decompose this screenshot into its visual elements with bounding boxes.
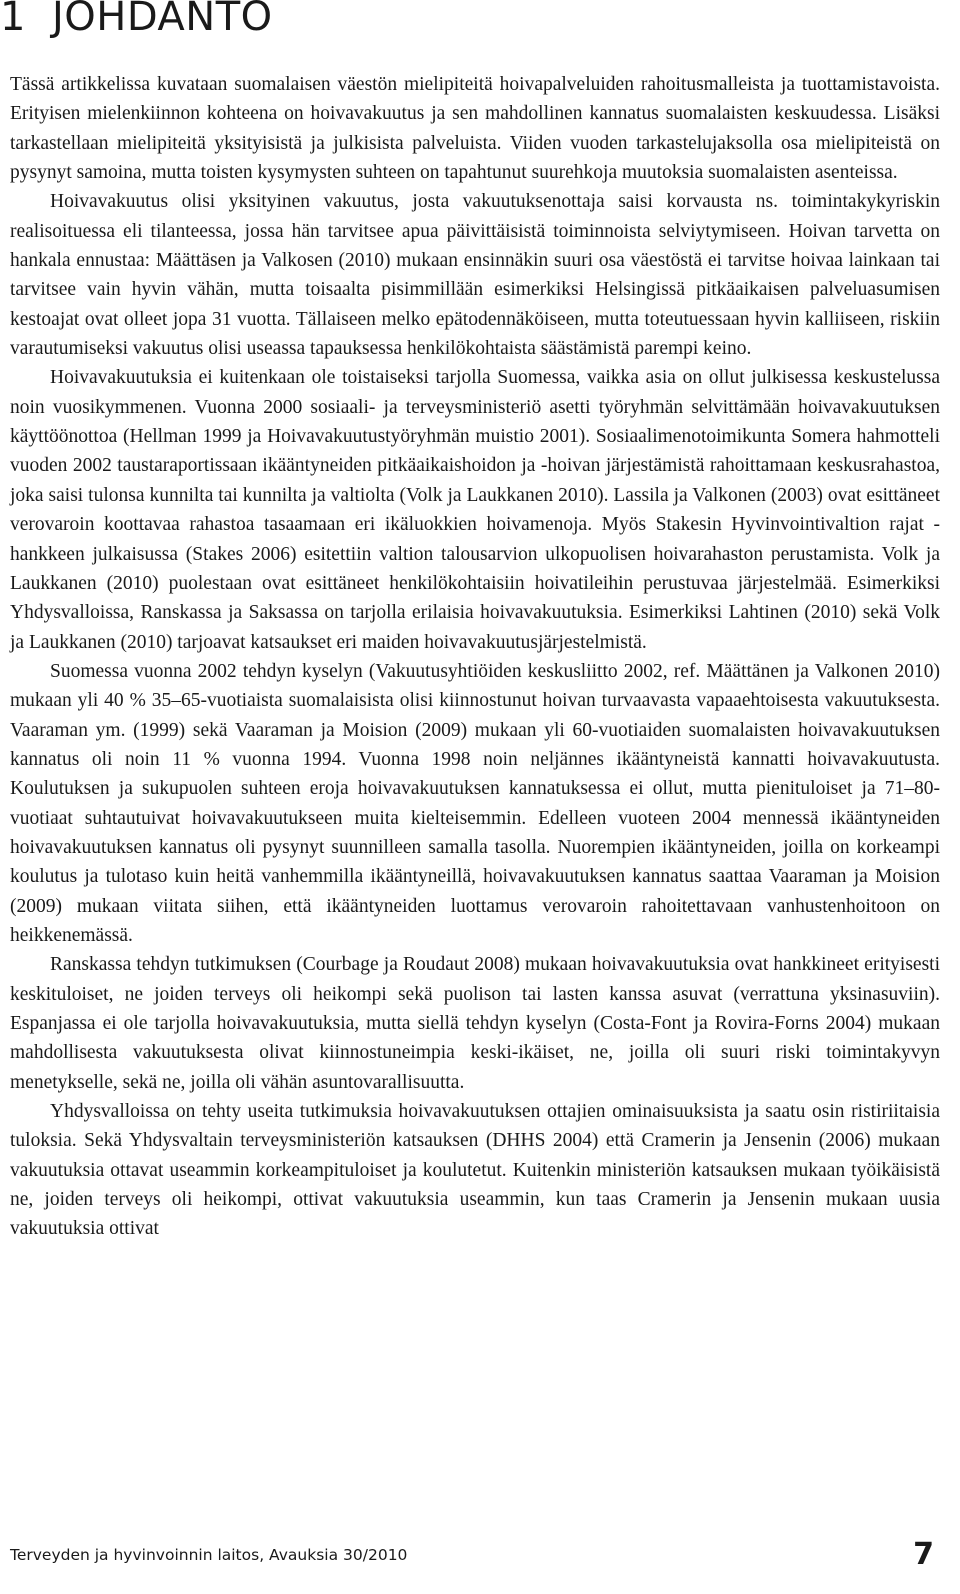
paragraph-suomi-tilanne: Hoivavakuutuksia ei kuitenkaan ole toistaiseksi tarjolla Suomessa, vaikka asia on ollut julkisessa keskustelussa noin vuosikymmenen. Vuonna 2000 sosiaali- ja terveysministeriö asetti työryhmän selvittämään hoivavakuutuksen käyttöönottoa (Hellman 1999 ja Hoivavakuutustyöryhmän muistio 2001). Sosiaalimenotoimikunta Somera hahmotteli vuoden 2002 taustaraportissaan ikääntyneiden pitkäaikaishoidon ja -hoivan järjestämistä rahoittamaan keskusrahastoa, joka saisi tulonsa kunnilta tai kunnilta ja valtiolta (Volk ja Laukkanen 2010). Lassila ja Valkonen (2003) ovat esittäneet verovaroin koottavaa rahastoa tasaamaan eri ikäluokkien hoivamenoja. Myös Stakesin Hyvinvointivaltion rajat -hankkeen julkaisussa (Stakes 2006) esitettiin valtion talousarvion ulkopuolisen hoivarahaston perustamista. Volk ja Laukkanen (2010) puolestaan ovat esittäneet henkilökohtaisiin hoivatileihin perustuvaa järjestelmää. Esimerkiksi Yhdysvalloissa, Ranskassa ja Saksassa on tarjolla erilaisia hoivavakuutuksia. Esimerkiksi Lahtinen (2010) sekä Volk ja Laukkanen (2010) tarjoavat katsaukset eri maiden hoivavakuutusjärjestelmistä. — [10, 367, 940, 653]
chapter-number: 1 — [0, 0, 26, 40]
paragraph-ranska-espanja: Ranskassa tehdyn tutkimuksen (Courbage ja Roudaut 2008) mukaan hoivavakuutuksia ovat hankkineet erityisesti keskituloiset, ne joiden terveys oli heikompi sekä puolison tai lasten kanssa asuvat (verrattuna yksinasuviin). Espanjassa ei ole tarjolla hoivavakuutuksia, mutta siellä tehdyn kyselyn (Costa-Font ja Rovira-Forns 2004) mukaan mahdollisesta vakuutuksesta olivat kiinnostuneimpia keski-ikäiset, ne, joilla oli suuri riski toimintakyvyn menetykselle, sekä ne, joilla oli vähän asuntovarallisuutta. — [10, 954, 940, 1093]
paragraph-hoivavakuutus: Hoivavakuutus olisi yksityinen vakuutus, josta vakuutuksenottaja saisi korvausta ns. toimintakykyriskin realisoituessa eli tilanteessa, jossa hän tarvitsee apua päivittäisistä toiminnoista selviytymiseen. Hoivan tarvetta on hankala ennustaa: Määttäsen ja Valkosen (2010) mukaan ensinnäkin suuri osa väestöstä ei tarvitse hoivaa lainkaan tai tarvitsee vain hyvin vähän, mutta toisaalta pisimmillään esimerkiksi Helsingissä pitkäaikaisen palveluasumisen kestoajat ovat olleet jopa 31 vuotta. Tällaiseen melko epätodennäköiseen, mutta toteutuessaan hyvin kalliiseen, riskiin varautumiseksi vakuutus olisi useassa tapauksessa henkilökohtaista säästämistä parempi keino. — [10, 191, 940, 360]
paragraph-kyselyt: Suomessa vuonna 2002 tehdyn kyselyn (Vakuutusyhtiöiden keskusliitto 2002, ref. Määttänen ja Valkonen 2010) mukaan yli 40 % 35–65-vuotiaista suomalaisista olisi kiinnostunut hoivan turvaavasta vapaaehtoisesta vakuutuksesta. Vaaraman ym. (1999) sekä Vaaraman ja Moision (2009) mukaan yli 60-vuotiaiden suomalaisten hoivavakuutuksen kannatus oli noin 11 % vuonna 1994. Vuonna 1998 noin neljännes ikääntyneistä kannatti hoivavakuutusta. Koulutuksen ja sukupuolen suhteen eroja hoivavakuutuksen kannatuksessa ei ollut, mutta pienituloiset ja 71–80-vuotiaat suhtautuivat hoivavakuutukseen muita kielteisemmin. Edelleen vuoteen 2004 mennessä ikääntyneiden hoivavakuutuksen kannatus oli pysynyt suunnilleen samalla tasolla. Nuorempien ikääntyneiden, joilla on korkeampi koulutus ja tulotaso kuin heitä vanhemmilla ikääntyneillä, hoivavakuutuksen kannatus saattaa Vaaraman ja Moision (2009) mukaan viitata siihen, että ikääntyneiden luottamus verovaroin rahoitettavaan vanhustenhoitoon on heikkenemässä. — [10, 660, 940, 946]
chapter-heading — [0, 0, 273, 40]
footer-publication: Terveyden ja hyvinvoinnin laitos, Avauksia 30/2010 — [10, 1546, 408, 1564]
body-text — [10, 70, 940, 1244]
page-number: 7 — [913, 1537, 934, 1572]
chapter-title: JOHDANTO — [51, 0, 273, 40]
paragraph-intro: Tässä artikkelissa kuvataan suomalaisen väestön mielipiteitä hoivapalveluiden rahoitusmalleista ja tuottamistavoista. Erityisen mielenkiinnon kohteena on hoivavakuutus ja sen mahdollinen kannatus suomalaisten keskuudessa. Lisäksi tarkastellaan mielipiteitä yksityisistä ja julkisista palveluista. Viiden vuoden tarkastelujaksolla osa mielipiteistä on pysynyt samoina, mutta toisten kysymysten suhteen on tapahtunut suurehkoja muutoksia suomalaisten asenteissa. — [10, 74, 940, 184]
paragraph-yhdysvallat: Yhdysvalloissa on tehty useita tutkimuksia hoivavakuutuksen ottajien ominaisuuksista ja saatu osin ristiriitaisia tuloksia. Sekä Yhdysvaltain terveysministeriön katsauksen (DHHS 2004) että Cramerin ja Jensenin (2006) mukaan vakuutuksia ottavat useammin korkeampituloiset ja koulutetut. Kuitenkin ministeriön katsauksen mukaan työikäisistä ne, joiden terveys oli heikompi, ottivat vakuutuksia useammin, kun taas Cramerin ja Jensenin mukaan uusia vakuutuksia ottivat — [10, 1101, 940, 1240]
